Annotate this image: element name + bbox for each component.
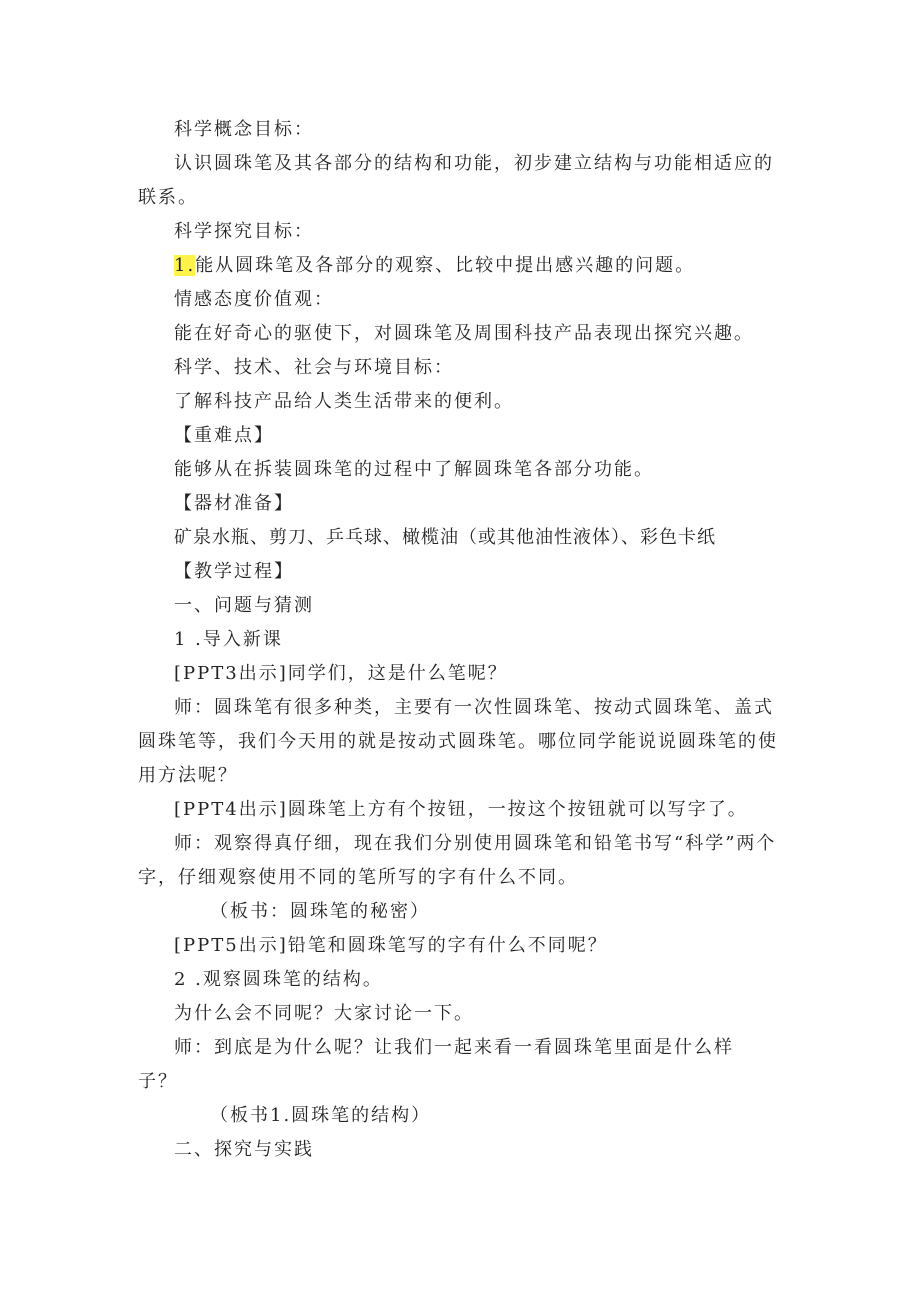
board-note-structure: （板书1.圆珠笔的结构） bbox=[210, 1105, 432, 1126]
ppt5-line: [PPT5出示]铅笔和圆珠笔写的字有什么不同呢？ bbox=[174, 935, 608, 956]
teacher-observe-paragraph: 师：观察得真仔细，现在我们分别使用圆珠笔和铅笔书写“科学”两个字，仔细观察使用不同的笔所写的字有什么不同。 bbox=[138, 833, 777, 888]
goal-text-stse: 了解科技产品给人类生活带来的便利。 bbox=[174, 391, 514, 412]
board-note-secret: （板书：圆珠笔的秘密） bbox=[210, 901, 430, 922]
part-one-heading: 一、问题与猜测 bbox=[174, 595, 314, 616]
section-heading-key-points: 【重难点】 bbox=[174, 425, 274, 446]
key-points-text: 能够从在拆装圆珠笔的过程中了解圆珠笔各部分功能。 bbox=[174, 459, 654, 480]
goal-text-inquiry bbox=[138, 249, 788, 283]
goal-heading-attitude: 情感态度价值观： bbox=[174, 289, 334, 310]
goal-text-inquiry-body: 能从圆珠笔及各部分的观察、比较中提出感兴趣的问题。 bbox=[195, 255, 696, 276]
teacher-intro-paragraph: 师：圆珠笔有很多种类，主要有一次性圆珠笔、按动式圆珠笔、盖式圆珠笔等，我们今天用的就是按动式圆珠笔。哪位同学能说说圆珠笔的使用方法呢？ bbox=[138, 697, 778, 786]
section-heading-materials: 【器材准备】 bbox=[174, 493, 294, 514]
step-one-heading: 1 .导入新课 bbox=[174, 629, 283, 650]
step-two-heading: 2 .观察圆珠笔的结构。 bbox=[174, 969, 383, 990]
goal-heading-inquiry: 科学探究目标： bbox=[174, 221, 314, 242]
ppt4-line: [PPT4出示]圆珠笔上方有个按钮，一按这个按钮就可以写字了。 bbox=[174, 799, 748, 820]
goal-heading-stse: 科学、技术、社会与环境目标： bbox=[174, 357, 454, 378]
goal-heading-concept: 科学概念目标： bbox=[174, 119, 314, 140]
highlighted-list-marker: 1. bbox=[174, 255, 196, 276]
part-two-heading: 二、探究与实践 bbox=[174, 1139, 314, 1160]
ppt3-line: [PPT3出示]同学们，这是什么笔呢？ bbox=[174, 663, 508, 684]
goal-text-concept: 认识圆珠笔及其各部分的结构和功能，初步建立结构与功能相适应的联系。 bbox=[138, 153, 774, 208]
teacher-look-inside-paragraph: 师：到底是为什么呢？让我们一起来看一看圆珠笔里面是什么样子？ bbox=[138, 1037, 734, 1092]
materials-text: 矿泉水瓶、剪刀、乒乓球、橄榄油（或其他油性液体）、彩色卡纸 bbox=[174, 527, 716, 548]
discussion-line: 为什么会不同呢？大家讨论一下。 bbox=[174, 1003, 474, 1024]
goal-text-attitude: 能在好奇心的驱使下，对圆珠笔及周围科技产品表现出探究兴趣。 bbox=[174, 323, 754, 344]
section-heading-process: 【教学过程】 bbox=[174, 561, 294, 582]
